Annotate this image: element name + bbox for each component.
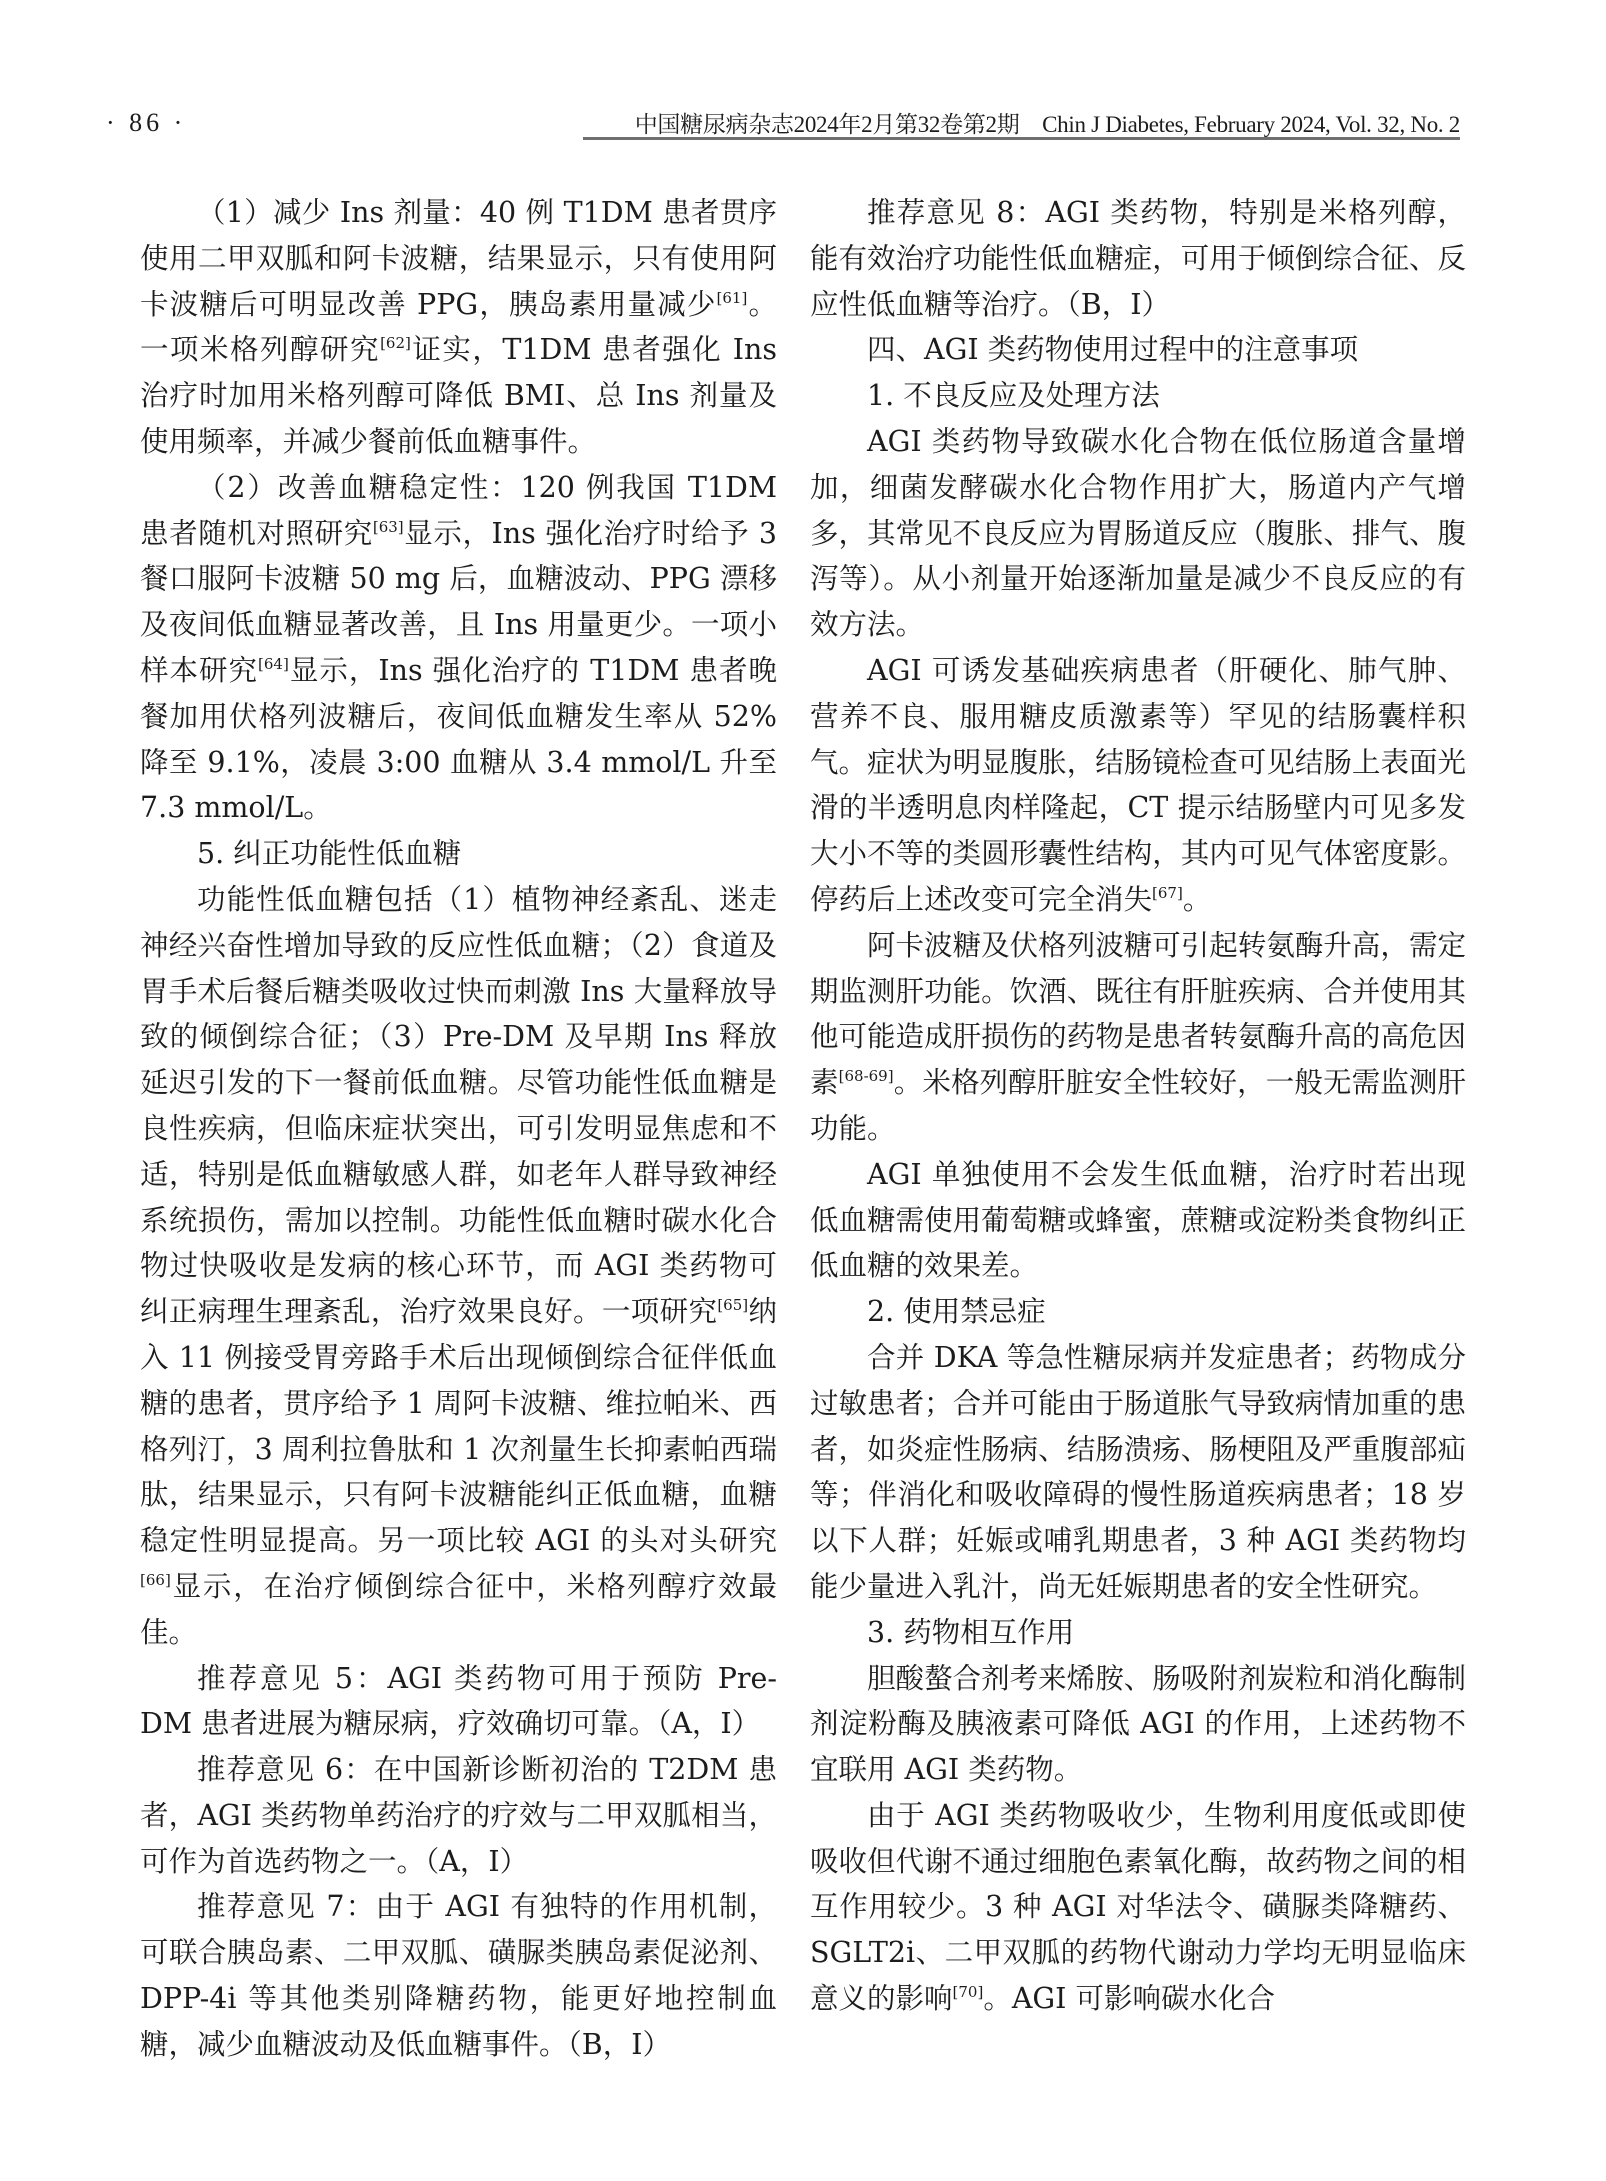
text-run: 纳入 11 例接受胃旁路手术后出现倾倒综合征伴低血糖的患者，贯序给予 1 周阿卡波糖、维拉帕米、西格列汀，3 周利拉鲁肽和 1 次剂量生长抑素帕西瑞肽，结果显示，只有阿卡波糖能纠正低血糖，血糖稳定性明显提高。另一项比较 AGI 的头对头研究 bbox=[140, 1295, 777, 1558]
header-rule bbox=[583, 137, 1460, 140]
text-run: 显示，Ins 强化治疗时给予 3 餐口服阿卡波糖 50 mg 后，血糖波动、PPG 漂移及夜间低血糖显著改善，且 Ins 用量更少。一项小样本研究 bbox=[140, 516, 777, 687]
section-heading bbox=[810, 1610, 1466, 1656]
paragraph bbox=[140, 465, 777, 831]
text-run: 阿卡波糖及伏格列波糖可引起转氨酶升高，需定期监测肝功能。饮酒、既往有肝脏疾病、合并使用其他可能造成肝损伤的药物是患者转氨酶升高的高危因素 bbox=[810, 928, 1466, 1100]
paragraph bbox=[140, 877, 777, 1656]
text-run: AGI 类药物导致碳水化合物在低位肠道含量增加，细菌发酵碳水化合物作用扩大，肠道内产气增多，其常见不良反应为胃肠道反应（腹胀、排气、腹泻等）。从小剂量开始逐渐加量是减少不良反应的有效方法。 bbox=[810, 424, 1466, 642]
text-run: 合并 DKA 等急性糖尿病并发症患者；药物成分过敏患者；合并可能由于肠道胀气导致病情加重的患者，如炎症性肠病、结肠溃疡、肠梗阻及严重腹部疝等；伴消化和吸收障碍的慢性肠道疾病患者；18 岁以下人群；妊娠或哺乳期患者，3 种 AGI 类药物均能少量进入乳汁，尚无妊娠期患者的安全性研究。 bbox=[810, 1340, 1466, 1603]
text-run: 功能性低血糖包括（1）植物神经紊乱、迷走神经兴奋性增加导致的反应性低血糖；（2）食道及胃手术后餐后糖类吸收过快而刺激 Ins 大量释放导致的倾倒综合征；（3）Pre-DM 及早期 Ins 释放延迟引发的下一餐前低血糖。尽管功能性低血糖是良性疾病，但临床症状突出，可引发明显焦虑和不适，特别是低血糖敏感人群，如老年人群导致神经系统损伤，需加以控制。功能性低血糖时碳水化合物过快吸收是发病的核心环节，而 AGI 类药物可纠正病理生理紊乱，治疗效果良好。一项研究 bbox=[140, 882, 777, 1329]
citation-ref[interactable]: [66] bbox=[140, 1570, 171, 1589]
text-run: 推荐意见 5：AGI 类药物可用于预防 Pre-DM 患者进展为糖尿病，疗效确切可靠。（A，I） bbox=[140, 1661, 777, 1741]
section-heading bbox=[140, 831, 777, 877]
paragraph bbox=[140, 1884, 777, 2067]
text-run: 证实，T1DM 患者强化 Ins 治疗时加用米格列醇可降低 BMI、总 Ins 剂量及使用频率，并减少餐前低血糖事件。 bbox=[140, 333, 777, 458]
citation-ref[interactable]: [61] bbox=[716, 288, 748, 307]
citation-ref[interactable]: [67] bbox=[1152, 883, 1183, 902]
text-run: 胆酸螯合剂考来烯胺、肠吸附剂炭粒和消化酶制剂淀粉酶及胰液素可降低 AGI 的作用，上述药物不宜联用 AGI 类药物。 bbox=[810, 1661, 1466, 1787]
paragraph bbox=[140, 1747, 777, 1884]
text-run: 。 bbox=[1182, 882, 1212, 916]
section-heading bbox=[810, 373, 1466, 419]
paragraph bbox=[810, 1793, 1466, 2022]
paragraph bbox=[810, 1335, 1466, 1610]
paragraph bbox=[140, 190, 777, 465]
paragraph bbox=[810, 1152, 1466, 1289]
text-run: 显示，Ins 强化治疗的 T1DM 患者晚餐加用伏格列波糖后，夜间低血糖发生率从 52% 降至 9.1%，凌晨 3:00 血糖从 3.4 mmol/L 升至 7.3 mmol/L。 bbox=[140, 653, 777, 825]
left-column bbox=[140, 190, 777, 2068]
text-run: AGI 单独使用不会发生低血糖，治疗时若出现低血糖需使用葡萄糖或蜂蜜，蔗糖或淀粉类食物纠正低血糖的效果差。 bbox=[810, 1157, 1466, 1283]
text-run: 显示，在治疗倾倒综合征中，米格列醇疗效最佳。 bbox=[140, 1569, 777, 1649]
citation-ref[interactable]: [62] bbox=[380, 334, 411, 353]
citation-ref[interactable]: [68-69] bbox=[838, 1067, 894, 1086]
right-column bbox=[810, 190, 1466, 2022]
text-run: 2. 使用禁忌症 bbox=[867, 1295, 1046, 1329]
text-run: 四、AGI 类药物使用过程中的注意事项 bbox=[867, 333, 1359, 367]
text-run: 。一项米格列醇研究 bbox=[140, 287, 777, 367]
page-number: · 86 · bbox=[106, 108, 187, 137]
paragraph bbox=[810, 648, 1466, 923]
text-run: AGI 可诱发基础疾病患者（肝硬化、肺气肿、营养不良、服用糖皮质激素等）罕见的结肠囊样积气。症状为明显腹胀，结肠镜检查可见结肠上表面光滑的半透明息肉样隆起，CT 提示结肠壁内可见多发大小不等的类圆形囊性结构，其内可见气体密度影。停药后上述改变可完全消失 bbox=[810, 653, 1466, 916]
citation-ref[interactable]: [64] bbox=[258, 654, 289, 673]
text-run: 推荐意见 6：在中国新诊断初治的 T2DM 患者，AGI 类药物单药治疗的疗效与二甲双胍相当，可作为首选药物之一。（A，I） bbox=[140, 1753, 777, 1878]
text-run: 。米格列醇肝脏安全性较好，一般无需监测肝功能。 bbox=[810, 1066, 1466, 1145]
text-run: 3. 药物相互作用 bbox=[867, 1615, 1075, 1649]
text-run: （2）改善血糖稳定性：120 例我国 T1DM 患者随机对照研究 bbox=[140, 470, 777, 550]
paragraph bbox=[810, 190, 1466, 327]
text-run: 5. 纠正功能性低血糖 bbox=[197, 837, 462, 871]
citation-ref[interactable]: [70] bbox=[952, 1983, 984, 2002]
paragraph bbox=[810, 923, 1466, 1152]
text-run: 由于 AGI 类药物吸收少，生物利用度低或即使吸收但代谢不通过细胞色素氧化酶，故药物之间的相互作用较少。3 种 AGI 对华法令、磺脲类降糖药、SGLT2i、二甲双胍的药物代谢动力学均无明显临床意义的影响 bbox=[810, 1798, 1466, 2016]
section-heading bbox=[810, 327, 1466, 373]
citation-ref[interactable]: [63] bbox=[372, 517, 404, 536]
running-header bbox=[0, 104, 1606, 144]
text-run: 1. 不良反应及处理方法 bbox=[867, 379, 1160, 413]
text-run: （1）减少 Ins 剂量：40 例 T1DM 患者贯序使用二甲双胍和阿卡波糖，结果显示，只有使用阿卡波糖后可明显改善 PPG，胰岛素用量减少 bbox=[140, 196, 777, 321]
text-run: 推荐意见 7：由于 AGI 有独特的作用机制，可联合胰岛素、二甲双胍、磺脲类胰岛素促泌剂、DPP-4i 等其他类别降糖药物，能更好地控制血糖，减少血糖波动及低血糖事件。（B，I） bbox=[140, 1890, 777, 2061]
citation-ref[interactable]: [65] bbox=[717, 1296, 749, 1315]
paragraph bbox=[810, 419, 1466, 648]
text-run: 推荐意见 8：AGI 类药物，特别是米格列醇，能有效治疗功能性低血糖症，可用于倾倒综合征、反应性低血糖等治疗。（B，I） bbox=[810, 196, 1466, 321]
section-heading bbox=[810, 1289, 1466, 1335]
text-run: 。AGI 可影响碳水化合 bbox=[983, 1982, 1275, 2016]
paragraph bbox=[140, 1656, 777, 1748]
journal-citation: 中国糖尿病杂志2024年2月第32卷第2期 Chin J Diabetes, February 2024, Vol. 32, No. 2 bbox=[634, 112, 1460, 137]
paragraph bbox=[810, 1656, 1466, 1793]
